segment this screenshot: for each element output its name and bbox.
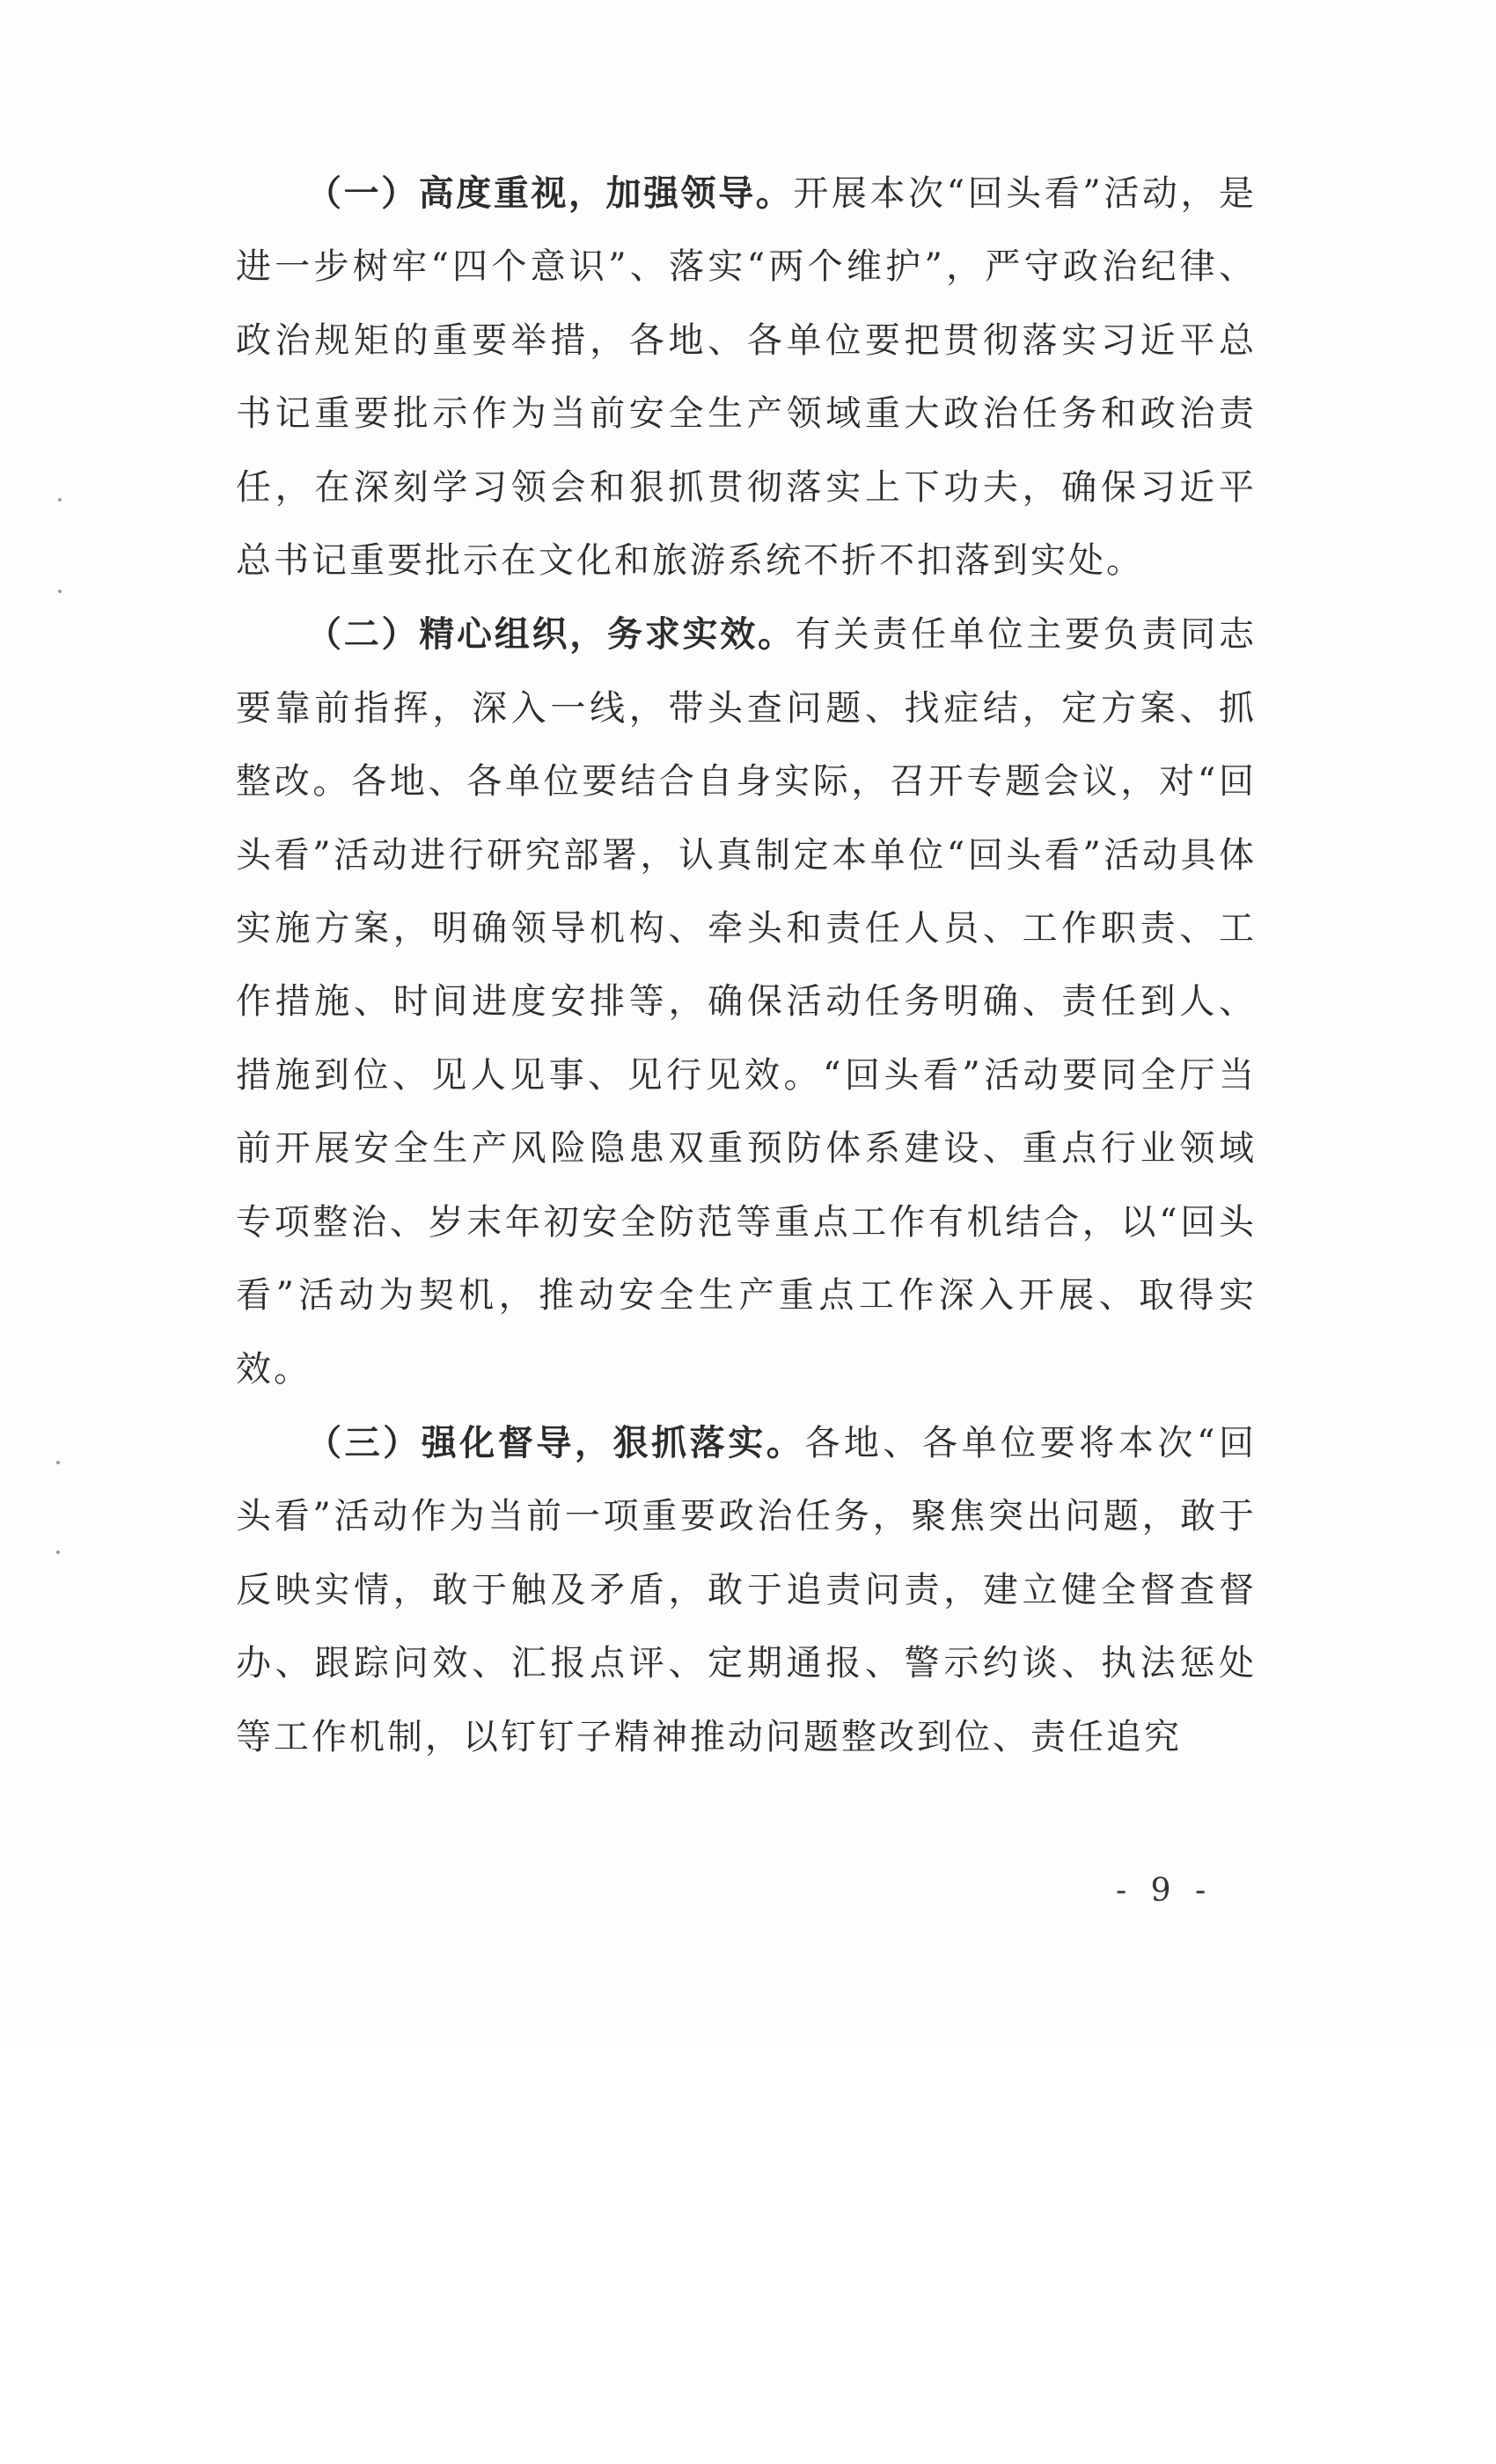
paragraph-1	[236, 157, 1257, 598]
scan-speck	[56, 1551, 60, 1554]
paragraph-3	[236, 1406, 1257, 1774]
scan-speck	[58, 590, 62, 593]
body-text	[236, 157, 1257, 1774]
paragraph-1-body: 开展本次“回头看”活动，是进一步树牢“四个意识”、落实“两个维护”，严守政治纪律、政治规矩的重要举措，各地、各单位要把贯彻落实习近平总书记重要批示作为当前安全生产领域重大政治任务和政治责任，在深刻学习领会和狠抓贯彻落实上下功夫，确保习近平总书记重要批示在文化和旅游系统不折不扣落到实处。	[236, 173, 1258, 582]
page-number: - 9 -	[1116, 1873, 1214, 1909]
paragraph-2-body: 有关责任单位主要负责同志要靠前指挥，深入一线，带头查问题、找症结，定方案、抓整改。各地、各单位要结合自身实际，召开专题会议，对“回头看”活动进行研究部署，认真制定本单位“回头看”活动具体实施方案，明确领导机构、牵头和责任人员、工作职责、工作措施、时间进度安排等，确保活动任务明确、责任到人、措施到位、见人见事、见行见效。“回头看”活动要同全厅当前开展安全生产风险隐患双重预防体系建设、重点行业领域专项整治、岁末年初安全防范等重点工作有机结合，以“回头看”活动为契机，推动安全生产重点工作深入开展、取得实效。	[236, 614, 1257, 1390]
blank-area	[0, 2046, 1496, 2464]
paragraph-3-body: 各地、各单位要将本次“回头看”活动作为当前一项重要政治任务，聚焦突出问题，敢于反映实情，敢于触及矛盾，敢于追责问责，建立健全督查督办、跟踪问效、汇报点评、定期通报、警示约谈、执法惩处等工作机制，以钉钉子精神推动问题整改到位、责任追究	[236, 1422, 1258, 1757]
scan-speck	[58, 498, 62, 502]
paragraph-3-heading: （三）强化督导，狠抓落实。	[306, 1421, 805, 1463]
scan-speck	[56, 1461, 60, 1464]
paragraph-2	[236, 598, 1257, 1405]
paragraph-1-heading: （一）高度重视，加强领导。	[306, 172, 794, 214]
paragraph-2-heading: （二）精心组织，务求实效。	[306, 613, 796, 656]
